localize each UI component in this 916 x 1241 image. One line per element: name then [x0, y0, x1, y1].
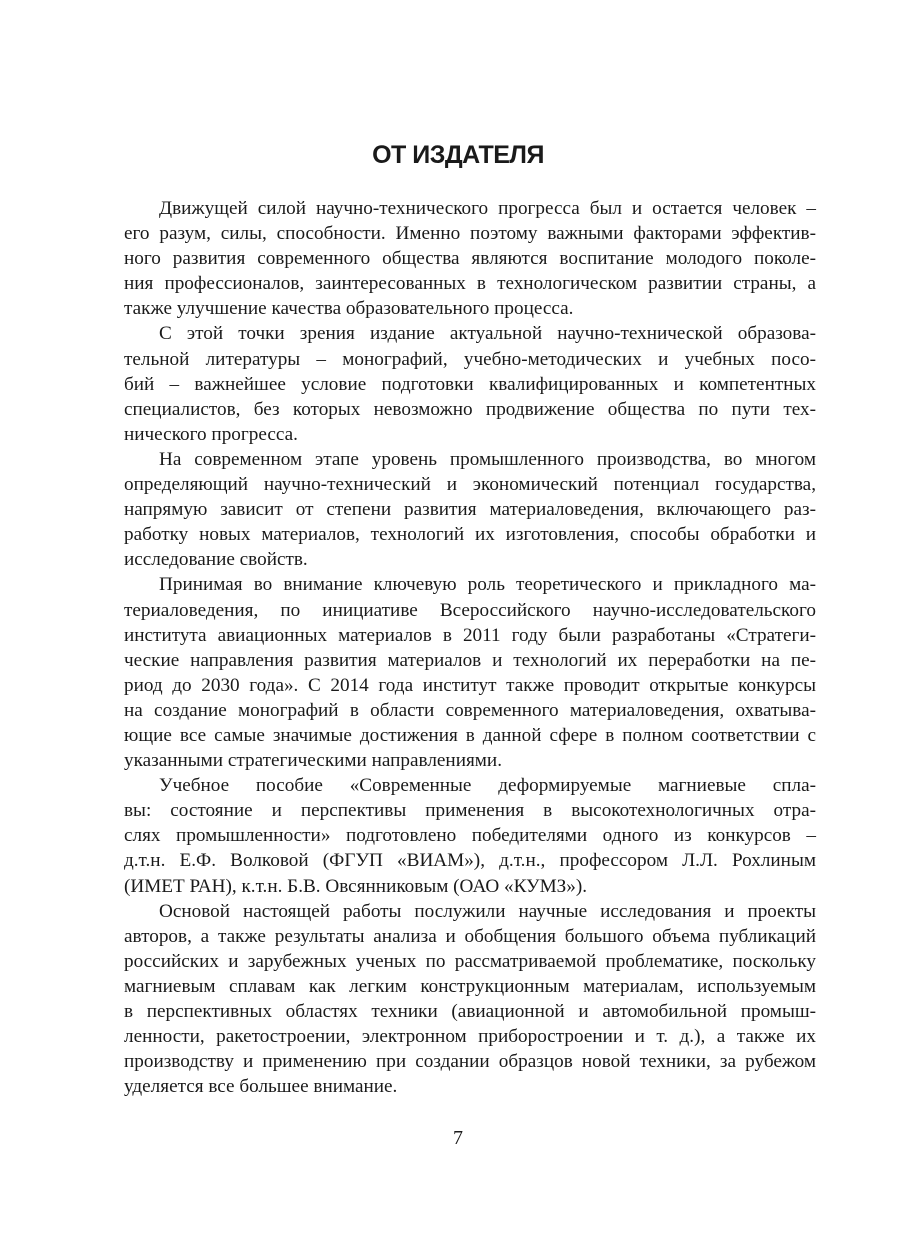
text-line: российских и зарубежных ученых по рассматриваемой проблематике, поскольку [124, 950, 816, 972]
text-line: напрямую зависит от степени развития материаловедения, включающего раз- [124, 499, 816, 521]
paragraph [124, 321, 816, 446]
text-line: определяющий научно-технический и экономический потенциал государства, [124, 474, 816, 496]
page-number: 7 [453, 1127, 463, 1149]
text-line: д.т.н. Е.Ф. Волковой (ФГУП «ВИАМ»), д.т.н., профессором Л.Л. Рохлиным [124, 850, 816, 872]
text-line: С этой точки зрения издание актуальной научно-технической образова- [159, 323, 816, 345]
text-line: риод до 2030 года». С 2014 года институт также проводит открытые конкурсы [124, 674, 816, 696]
text-line: ющие все самые значимые достижения в данной сфере в полном соответствии с [124, 724, 816, 746]
paragraph [124, 447, 816, 572]
body-text [124, 196, 816, 1099]
text-line: ного развития современного общества являются воспитание молодого поколе- [124, 248, 816, 270]
text-line: (ИМЕТ РАН), к.т.н. Б.В. Овсянниковым (ОАО «КУМЗ»). [124, 875, 588, 897]
text-line: производству и применению при создании образцов новой техники, за рубежом [124, 1051, 816, 1073]
text-line: авторов, а также результаты анализа и обобщения большого объема публикаций [124, 925, 816, 947]
text-line: Принимая во внимание ключевую роль теоретического и прикладного ма- [159, 574, 816, 596]
paragraph [124, 899, 816, 1100]
text-line: бий – важнейшее условие подготовки квалифицированных и компетентных [124, 373, 816, 395]
text-line: ческие направления развития материалов и технологий их переработки на пе- [124, 649, 816, 671]
text-line: Движущей силой научно-технического прогресса был и остается человек – [159, 198, 816, 219]
text-line: слях промышленности» подготовлено победителями одного из конкурсов – [124, 825, 816, 847]
text-line: Учебное пособие «Современные деформируемые магниевые спла- [159, 775, 816, 797]
text-line: териаловедения, по инициативе Всероссийского научно-исследовательского [124, 599, 816, 621]
text-line: его разум, силы, способности. Именно поэтому важными факторами эффектив- [124, 223, 816, 245]
paragraph [124, 196, 816, 321]
text-line: ния профессионалов, заинтересованных в технологическом развитии страны, а [124, 273, 816, 295]
text-line: уделяется все большее внимание. [124, 1076, 398, 1098]
text-line: вы: состояние и перспективы применения в высокотехнологичных отра- [124, 800, 816, 822]
paragraph [124, 572, 816, 773]
text-line: указанными стратегическими направлениями. [124, 750, 502, 772]
text-line: магниевым сплавам как легким конструкционным материалам, используемым [124, 975, 816, 997]
text-line: специалистов, без которых невозможно продвижение общества по пути тех- [124, 398, 816, 420]
text-line: также улучшение качества образовательного процесса. [124, 298, 574, 320]
page-title: ОТ ИЗДАТЕЛЯ [372, 141, 544, 169]
text-line: исследование свойств. [124, 549, 308, 571]
text-line: в перспективных областях техники (авиационной и автомобильной промыш- [124, 1001, 816, 1022]
text-line: ленности, ракетостроении, электронном приборостроении и т. д.), а также их [124, 1026, 816, 1048]
text-line: На современном этапе уровень промышленного производства, во многом [159, 448, 816, 470]
text-line: нического прогресса. [124, 423, 298, 445]
text-line: Основой настоящей работы послужили научные исследования и проекты [159, 900, 816, 922]
paragraph [124, 773, 816, 898]
text-line: тельной литературы – монографий, учебно-методических и учебных посо- [124, 348, 816, 370]
text-line: на создание монографий в области современного материаловедения, охватыва- [124, 699, 816, 721]
text-line: института авиационных материалов в 2011 году были разработаны «Стратеги- [124, 624, 816, 646]
text-line: работку новых материалов, технологий их изготовления, способы обработки и [124, 524, 816, 546]
